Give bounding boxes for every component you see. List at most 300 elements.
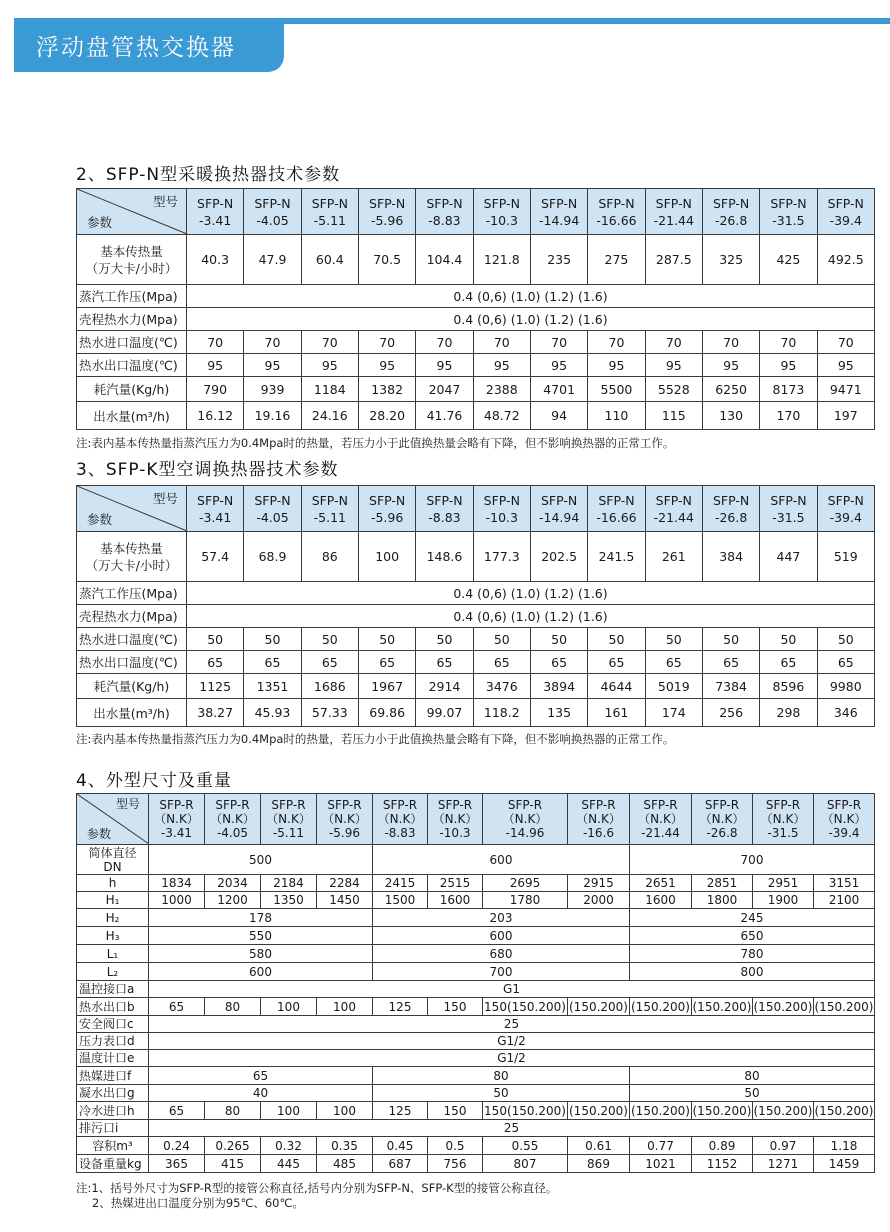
cell-steamuse: 9980	[817, 674, 874, 699]
cell-H3: 550	[149, 927, 373, 945]
cell-steamuse: 2388	[473, 377, 530, 402]
cell-inlet: 70	[817, 331, 874, 354]
cell-outlet: 95	[358, 354, 415, 377]
cell-heat: 425	[760, 235, 817, 285]
cell-steamuse: 6250	[702, 377, 759, 402]
section3-note: 注:表内基本传热量指蒸汽压力为0.4Mpa时的热量，若压力小于此值换热量会略有下降，但不影响换热器的正常工作。	[76, 732, 675, 746]
model-header	[416, 486, 473, 532]
cell-dn: 500	[149, 845, 373, 875]
model-header	[301, 189, 358, 235]
cell-outlet: 95	[760, 354, 817, 377]
model-header	[261, 794, 317, 845]
section2-title: 2、SFP-N型采暖换热器技术参数	[76, 165, 341, 185]
model-header	[753, 794, 814, 845]
cell-water: 16.12	[187, 402, 244, 430]
cell-inlet: 50	[244, 628, 301, 651]
table-row	[77, 1085, 875, 1102]
cell-L2: 600	[149, 963, 373, 981]
cell-H3: 650	[630, 927, 875, 945]
model-header	[645, 486, 702, 532]
cell-dn: 600	[373, 845, 630, 875]
cell-heat: 100	[358, 532, 415, 582]
cell-heat: 68.9	[244, 532, 301, 582]
cell-inlet: 50	[817, 628, 874, 651]
row-label-c: 安全阀口c	[77, 1016, 149, 1033]
cell-outlet: 95	[187, 354, 244, 377]
cell-outlet: 95	[817, 354, 874, 377]
row-steam-label: 蒸汽工作压(Mpa)	[77, 582, 187, 605]
model-series: SFP-N	[827, 492, 864, 508]
model-series: SFP-N	[369, 492, 406, 508]
cell-outlet: 65	[645, 651, 702, 674]
corner-param-label: 参数	[87, 512, 113, 527]
cell-steamuse: 5019	[645, 674, 702, 699]
row-label-vol: 容积m³	[77, 1137, 149, 1155]
cell-H2: 203	[373, 909, 630, 927]
cell-heat: 148.6	[416, 532, 473, 582]
cell-h: 2851	[692, 875, 753, 892]
cell-water: 197	[817, 402, 874, 430]
cell-water: 48.72	[473, 402, 530, 430]
model-line: SFP-R	[826, 798, 862, 812]
cell-heat: 47.9	[244, 235, 301, 285]
row-label-weight: 设备重量kg	[77, 1155, 149, 1173]
dimension-table	[76, 793, 875, 1173]
table-row	[77, 1033, 875, 1050]
model-header	[530, 189, 587, 235]
cell-H1: 1200	[205, 892, 261, 909]
cell-steamuse: 1184	[301, 377, 358, 402]
cell-hh: (150.200)	[753, 1103, 813, 1118]
cell-L1: 680	[373, 945, 630, 963]
model-line: -8.83	[384, 826, 416, 840]
cell-heat: 235	[530, 235, 587, 285]
model-line: -26.8	[706, 826, 738, 840]
row-label-steamuse: 耗汽量(Kg/h)	[77, 377, 187, 402]
cell-b: 150(150.200)	[484, 999, 566, 1014]
model-series: SFP-N	[311, 195, 348, 211]
cell-inlet: 70	[416, 331, 473, 354]
cell-vol: 0.265	[205, 1137, 261, 1155]
table-row	[77, 699, 875, 727]
cell-vol: 0.35	[317, 1137, 373, 1155]
cell-steamuse: 1686	[301, 674, 358, 699]
cell-heat: 447	[760, 532, 817, 582]
cell-water: 45.93	[244, 699, 301, 727]
cell-steamuse: 8596	[760, 674, 817, 699]
cell-outlet: 95	[530, 354, 587, 377]
cell-heat: 60.4	[301, 235, 358, 285]
model-series: SFP-N	[541, 195, 578, 211]
corner-model-label: 型号	[152, 194, 178, 209]
sfp-n-table	[76, 188, 875, 430]
cell-steamuse: 9471	[817, 377, 874, 402]
model-number: -3.41	[198, 212, 232, 228]
model-line: SFP-R	[643, 798, 678, 812]
header-corner	[77, 189, 187, 235]
cell-inlet: 70	[473, 331, 530, 354]
cell-H1: 1500	[373, 892, 428, 909]
model-line: （N.K）	[154, 812, 199, 826]
row-label-e: 温度计口e	[77, 1050, 149, 1067]
row-steam-value: 0.4 (0,6) (1.0) (1.2) (1.6)	[187, 285, 875, 308]
model-line: （N.K）	[760, 812, 806, 826]
cell-inlet: 50	[358, 628, 415, 651]
cell-heat: 104.4	[416, 235, 473, 285]
model-header	[702, 189, 759, 235]
cell-outlet: 65	[588, 651, 645, 674]
model-line: -4.05	[216, 826, 249, 840]
cell-water: 256	[702, 699, 759, 727]
model-line: SFP-R	[215, 798, 250, 812]
cell-vol: 0.5	[428, 1137, 483, 1155]
corner-model-label: 型号	[115, 797, 140, 811]
cell-H3: 600	[373, 927, 630, 945]
cell-heat: 40.3	[187, 235, 244, 285]
model-header	[817, 486, 874, 532]
cell-outlet: 65	[817, 651, 874, 674]
table-row	[77, 189, 875, 235]
cell-inlet: 50	[645, 628, 702, 651]
cell-weight: 415	[205, 1155, 261, 1173]
table-row	[77, 1155, 875, 1173]
cell-steamuse: 4701	[530, 377, 587, 402]
cell-outlet: 65	[301, 651, 358, 674]
cell-weight: 1271	[753, 1155, 814, 1173]
model-series: SFP-N	[541, 492, 578, 508]
dn-label-line1: 简体直径	[88, 845, 137, 860]
cell-vol: 0.61	[568, 1137, 630, 1155]
cell-heat: 177.3	[473, 532, 530, 582]
cell-b: 65	[149, 998, 205, 1016]
cell-hh: (150.200)	[569, 1103, 628, 1118]
cell-b: 80	[205, 998, 261, 1016]
table-row	[77, 486, 875, 532]
model-header	[702, 486, 759, 532]
model-number: -8.83	[428, 509, 461, 525]
cell-inlet: 50	[187, 628, 244, 651]
table-row	[77, 1067, 875, 1085]
cell-weight: 1021	[630, 1155, 692, 1173]
cell-hh: 150(150.200)	[484, 1103, 566, 1118]
cell-h: 2951	[753, 875, 814, 892]
table-row	[77, 235, 875, 285]
cell-outlet: 65	[530, 651, 587, 674]
model-series: SFP-N	[598, 195, 635, 211]
model-series: SFP-N	[712, 492, 750, 508]
cell-b: (150.200)	[569, 999, 628, 1014]
cell-heat: 70.5	[358, 235, 415, 285]
cell-b: 150	[428, 998, 483, 1016]
cell-inlet: 70	[244, 331, 301, 354]
cell-c: 25	[149, 1016, 875, 1033]
cell-inlet: 50	[416, 628, 473, 651]
cell-h: 2184	[261, 875, 317, 892]
cell-inlet: 50	[530, 628, 587, 651]
cell-outlet: 65	[702, 651, 759, 674]
section4-title: 4、外型尺寸及重量	[76, 771, 232, 791]
model-header	[373, 794, 428, 845]
model-line: （N.K）	[576, 812, 621, 826]
model-header	[588, 189, 645, 235]
row-steam-label: 蒸汽工作压(Mpa)	[77, 285, 187, 308]
cell-weight: 807	[483, 1155, 568, 1173]
model-series: SFP-N	[254, 195, 291, 211]
model-header	[244, 486, 301, 532]
table-row	[77, 651, 875, 674]
page-banner	[14, 24, 284, 72]
cell-outlet: 95	[244, 354, 301, 377]
row-label-H2: H₂	[77, 909, 149, 927]
model-line: -10.3	[439, 826, 471, 840]
model-header	[692, 794, 753, 845]
cell-inlet: 70	[530, 331, 587, 354]
cell-hh: 100	[317, 1102, 373, 1120]
cell-steamuse: 7384	[702, 674, 759, 699]
cell-steamuse: 2914	[416, 674, 473, 699]
cell-H1: 1350	[261, 892, 317, 909]
model-header	[187, 486, 244, 532]
cell-steamuse: 8173	[760, 377, 817, 402]
model-header	[530, 486, 587, 532]
model-header	[760, 486, 817, 532]
cell-water: 298	[760, 699, 817, 727]
model-line: SFP-R	[765, 798, 801, 812]
table-row	[77, 605, 875, 628]
cell-steamuse: 1125	[187, 674, 244, 699]
cell-hh: 100	[261, 1102, 317, 1120]
row-label-inlet: 热水进口温度(℃)	[77, 331, 187, 354]
cell-water: 174	[645, 699, 702, 727]
model-line: -21.44	[641, 826, 680, 840]
table-row	[77, 998, 875, 1016]
cell-dn: 700	[630, 845, 875, 875]
cell-water: 28.20	[358, 402, 415, 430]
cell-outlet: 95	[645, 354, 702, 377]
cell-weight: 869	[568, 1155, 630, 1173]
model-series: SFP-N	[655, 492, 692, 508]
cell-outlet: 65	[187, 651, 244, 674]
model-header	[817, 189, 874, 235]
model-series: SFP-N	[426, 492, 463, 508]
model-series: SFP-N	[483, 195, 520, 211]
cell-f: 80	[373, 1067, 630, 1085]
dn-label-line2: DN	[103, 859, 122, 874]
model-series: SFP-N	[770, 195, 807, 211]
cell-weight: 365	[149, 1155, 205, 1173]
cell-hh: 150	[428, 1102, 483, 1120]
cell-outlet: 65	[358, 651, 415, 674]
model-line: -3.41	[160, 826, 193, 840]
model-number: -5.96	[370, 509, 404, 525]
model-line: -5.96	[328, 826, 361, 840]
section4-note1: 注:1、括号外尺寸为SFP-R型的接管公称直径,括号内分别为SFP-N、SFP-K型的接管公称直径。	[76, 1181, 558, 1195]
cell-f: 80	[630, 1067, 875, 1085]
model-series: SFP-N	[311, 492, 348, 508]
model-number: -31.5	[772, 212, 805, 228]
cell-inlet: 50	[588, 628, 645, 651]
model-number: -5.11	[313, 212, 346, 228]
cell-b: (150.200)	[692, 999, 752, 1014]
cell-b: (150.200)	[814, 999, 874, 1014]
model-header	[645, 189, 702, 235]
table-row	[77, 1102, 875, 1120]
model-line: （N.K）	[377, 812, 423, 826]
model-line: -5.11	[272, 826, 305, 840]
model-number: -14.94	[538, 509, 580, 525]
corner-param-label: 参数	[87, 215, 113, 230]
row-shell-label: 壳程热水力(Mpa)	[77, 308, 187, 331]
cell-g: 50	[630, 1085, 875, 1102]
table-row	[77, 285, 875, 308]
cell-outlet: 65	[416, 651, 473, 674]
cell-hh: (150.200)	[631, 1103, 690, 1118]
model-series: SFP-N	[827, 195, 864, 211]
cell-inlet: 70	[760, 331, 817, 354]
model-line: （N.K）	[502, 812, 548, 826]
cell-vol: 0.32	[261, 1137, 317, 1155]
cell-heat: 121.8	[473, 235, 530, 285]
row-label-hh: 冷水进口h	[77, 1102, 149, 1120]
model-line: （N.K）	[322, 812, 367, 826]
cell-H1: 1800	[692, 892, 753, 909]
model-line: （N.K）	[821, 812, 867, 826]
model-line: SFP-R	[437, 798, 473, 812]
table-row	[77, 963, 875, 981]
cell-h: 1834	[149, 875, 205, 892]
cell-hh: (150.200)	[814, 1103, 874, 1118]
table-row	[77, 845, 875, 875]
banner-title: 浮动盘管热交换器	[36, 35, 236, 61]
cell-h: 2415	[373, 875, 428, 892]
cell-hh: (150.200)	[692, 1103, 752, 1118]
model-header	[473, 189, 530, 235]
model-number: -5.11	[313, 509, 346, 525]
model-number: -39.4	[829, 212, 862, 228]
row-label-water: 出水量(m³/h)	[77, 699, 187, 727]
model-header	[588, 486, 645, 532]
cell-outlet: 95	[473, 354, 530, 377]
cell-heat: 86	[301, 532, 358, 582]
cell-vol: 0.97	[753, 1137, 814, 1155]
cell-water: 135	[530, 699, 587, 727]
cell-steamuse: 1382	[358, 377, 415, 402]
cell-water: 115	[645, 402, 702, 430]
model-number: -4.05	[256, 509, 289, 525]
table-row	[77, 909, 875, 927]
cell-steamuse: 5528	[645, 377, 702, 402]
row-label-outlet: 热水出口温度(℃)	[77, 354, 187, 377]
model-header	[301, 486, 358, 532]
cell-steamuse: 5500	[588, 377, 645, 402]
table-row	[77, 402, 875, 430]
cell-weight: 687	[373, 1155, 428, 1173]
cell-steamuse: 4644	[588, 674, 645, 699]
cell-h: 2034	[205, 875, 261, 892]
cell-h: 2515	[428, 875, 483, 892]
cell-vol: 0.89	[692, 1137, 753, 1155]
cell-heat: 57.4	[187, 532, 244, 582]
table-row	[77, 794, 875, 845]
cell-heat: 325	[702, 235, 759, 285]
model-line: （N.K）	[266, 812, 311, 826]
cell-heat: 384	[702, 532, 759, 582]
table-row	[77, 892, 875, 909]
cell-water: 41.76	[416, 402, 473, 430]
model-number: -31.5	[772, 509, 805, 525]
model-number: -10.3	[485, 509, 518, 525]
table-row	[77, 945, 875, 963]
model-header	[317, 794, 373, 845]
model-header	[205, 794, 261, 845]
model-line: （N.K）	[210, 812, 255, 826]
model-header	[416, 189, 473, 235]
model-line: -31.5	[767, 826, 799, 840]
model-number: -26.8	[714, 212, 748, 228]
header-corner	[77, 794, 149, 845]
model-line: SFP-R	[271, 798, 306, 812]
cell-vol: 1.18	[814, 1137, 875, 1155]
cell-inlet: 70	[187, 331, 244, 354]
table-row	[77, 354, 875, 377]
model-line: -39.4	[828, 826, 860, 840]
cell-water: 170	[760, 402, 817, 430]
model-series: SFP-N	[197, 492, 234, 508]
cell-H1: 1780	[483, 892, 568, 909]
cell-L1: 580	[149, 945, 373, 963]
cell-H1: 2000	[568, 892, 630, 909]
cell-water: 161	[588, 699, 645, 727]
model-series: SFP-N	[655, 195, 692, 211]
cell-water: 130	[702, 402, 759, 430]
cell-H1: 1450	[317, 892, 373, 909]
cell-steamuse: 1351	[244, 674, 301, 699]
heat-label-line2: （万大卡/小时）	[85, 557, 178, 573]
cell-g: 40	[149, 1085, 373, 1102]
cell-h: 2915	[568, 875, 630, 892]
cell-i: 25	[149, 1120, 875, 1137]
cell-steamuse: 939	[244, 377, 301, 402]
table-row	[77, 1137, 875, 1155]
row-shell-value: 0.4 (0,6) (1.0) (1.2) (1.6)	[187, 308, 875, 331]
model-header	[814, 794, 875, 845]
row-label-heat	[77, 235, 187, 285]
corner-model-label: 型号	[152, 491, 178, 506]
model-line: SFP-R	[704, 798, 740, 812]
cell-water: 110	[588, 402, 645, 430]
model-line: SFP-R	[507, 798, 543, 812]
cell-heat: 519	[817, 532, 874, 582]
table-row	[77, 927, 875, 945]
model-number: -26.8	[714, 509, 748, 525]
cell-steamuse: 3476	[473, 674, 530, 699]
cell-outlet: 65	[473, 651, 530, 674]
model-number: -21.44	[653, 509, 694, 525]
row-label-outlet: 热水出口温度(℃)	[77, 651, 187, 674]
cell-L2: 800	[630, 963, 875, 981]
row-label-f: 热媒进口f	[77, 1067, 149, 1085]
cell-heat: 241.5	[588, 532, 645, 582]
heat-label-line1: 基本传热量	[100, 540, 163, 556]
section2-note: 注:表内基本传热量指蒸汽压力为0.4Mpa时的热量，若压力小于此值换热量会略有下降，但不影响换热器的正常工作。	[76, 436, 675, 450]
cell-weight: 445	[261, 1155, 317, 1173]
cell-heat: 261	[645, 532, 702, 582]
cell-h: 3151	[814, 875, 875, 892]
cell-heat: 202.5	[530, 532, 587, 582]
model-header	[473, 486, 530, 532]
row-label-b: 热水出口b	[77, 998, 149, 1016]
model-number: -4.05	[256, 212, 289, 228]
